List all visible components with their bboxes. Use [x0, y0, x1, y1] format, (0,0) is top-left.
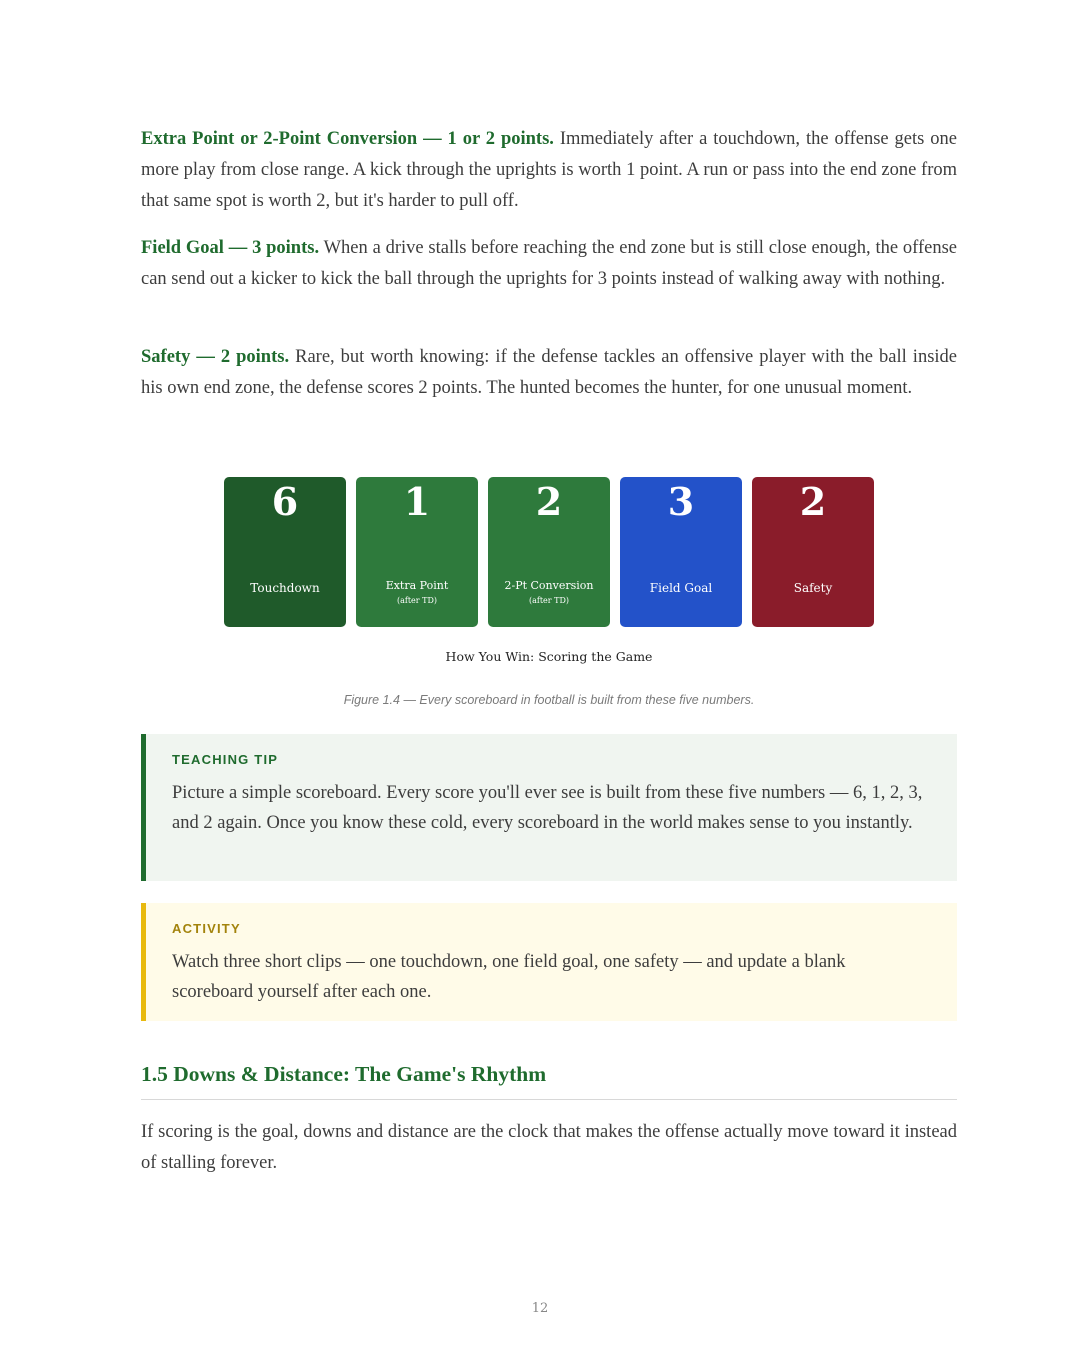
paragraph-lead: Extra Point or 2-Point Conversion — 1 or 2 points.: [141, 129, 554, 149]
activity-label: ACTIVITY: [172, 921, 241, 936]
teaching-tip-box: [141, 734, 957, 881]
score-cards: [224, 477, 876, 627]
score-card-two-point-conversion: [488, 477, 610, 627]
score-label: 2-Pt Conversion: [504, 579, 594, 592]
score-value: 6: [271, 479, 299, 524]
section-intro: If scoring is the goal, downs and distance are the clock that makes the offense actually move toward it instead of stalling forever.: [141, 1122, 957, 1173]
score-card-field-goal: [620, 477, 742, 627]
score-value: 2: [799, 479, 827, 524]
figure-caption: Figure 1.4 — Every scoreboard in football is built from these five numbers.: [343, 693, 755, 707]
score-label: Extra Point: [385, 579, 449, 592]
teaching-tip-body: Picture a simple scoreboard. Every score you'll ever see is built from these five numbers — 6, 1, 2, 3, and 2 again. Once you know these cold, every scoreboard in the world makes sense to you instantly.: [172, 783, 923, 833]
teaching-tip-label: TEACHING TIP: [172, 752, 279, 767]
paragraph-extra-point: [141, 124, 957, 217]
score-value: 2: [535, 479, 563, 524]
activity-body: Watch three short clips — one touchdown, one field goal, one safety — and update a blank scoreboard yourself after each one.: [172, 952, 846, 1002]
paragraph-lead: Field Goal — 3 points.: [141, 238, 320, 258]
paragraph-text: When a drive stalls before reaching the end zone but is still close enough, the offense can send out a kicker to kick the ball through the uprights for 3 points instead of walking away with nothing.: [141, 238, 957, 289]
paragraph-text: Immediately after a touchdown, the offense gets one more play from close range. A kick through the uprights is worth 1 point. A run or pass into the end zone from that same spot is worth 2, but it's harder to pull off.: [141, 129, 957, 211]
score-sublabel: (after TD): [396, 596, 438, 605]
score-label: Field Goal: [649, 581, 713, 595]
figure-title: How You Win: Scoring the Game: [445, 649, 653, 664]
score-card-extra-point: [356, 477, 478, 627]
score-card-safety: [752, 477, 874, 627]
paragraph-text: Rare, but worth knowing: if the defense tackles an offensive player with the ball inside his own end zone, the defense scores 2 points. The hunted becomes the hunter, for one unusual moment.: [141, 347, 957, 398]
activity-box: [141, 903, 957, 1021]
paragraph-lead: Safety — 2 points.: [141, 347, 290, 367]
section-heading: 1.5 Downs & Distance: The Game's Rhythm: [141, 1062, 957, 1100]
score-label: Safety: [793, 581, 833, 595]
paragraph-safety: [141, 342, 957, 404]
paragraph-field-goal: [141, 233, 957, 295]
score-label: Touchdown: [250, 581, 320, 595]
page-number: 12: [531, 1301, 549, 1316]
score-sublabel: (after TD): [528, 596, 570, 605]
score-value: 1: [403, 479, 431, 524]
score-value: 3: [667, 479, 695, 524]
score-card-touchdown: [224, 477, 346, 627]
